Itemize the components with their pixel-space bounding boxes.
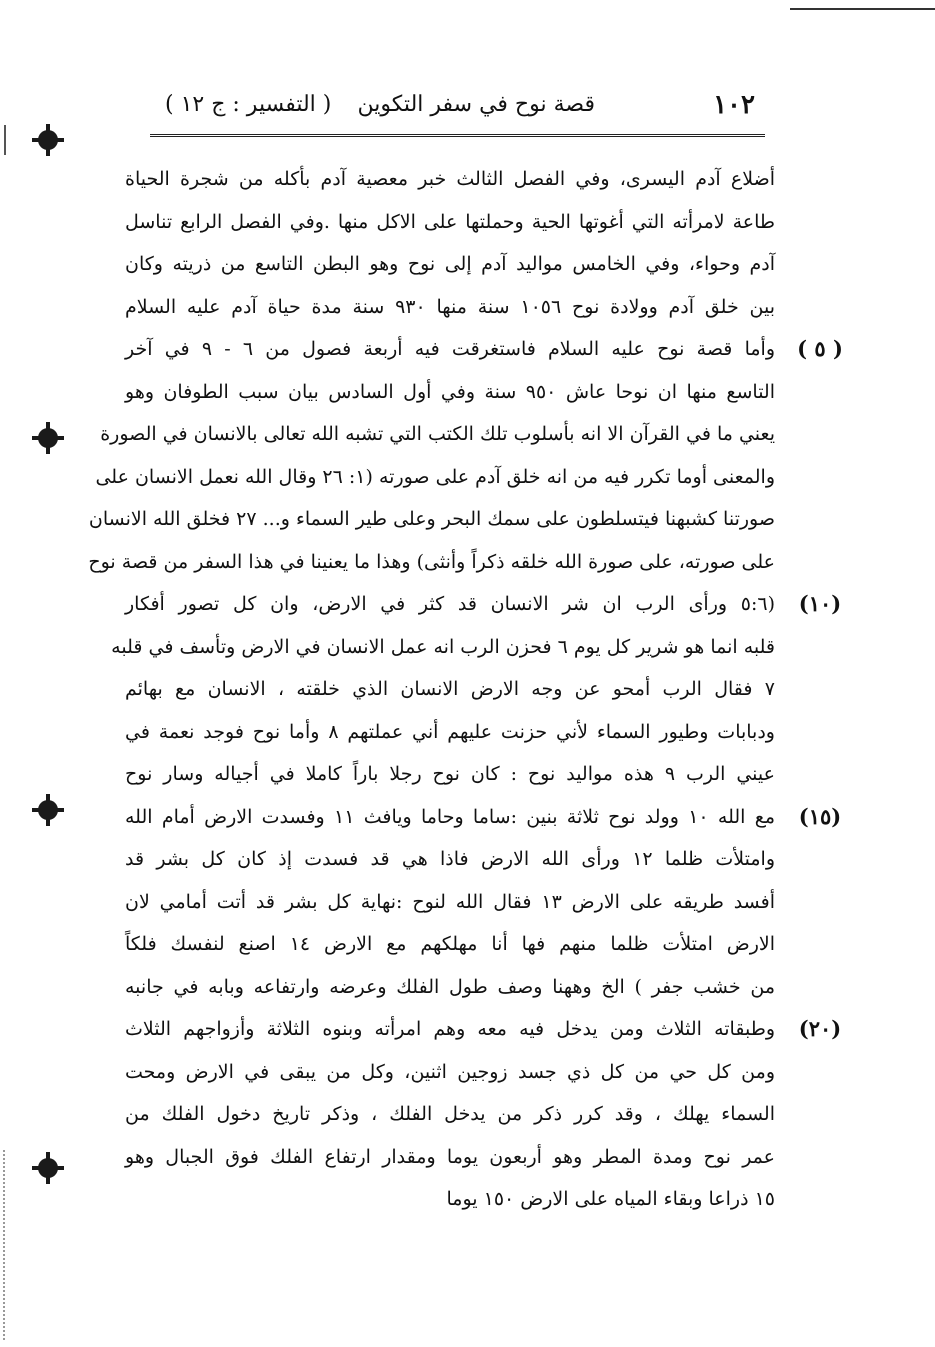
running-title: قصة نوح في سفر التكوين <box>357 92 595 117</box>
text-line: التاسع منها ان نوحا عاش ٩٥٠ سنة وفي أول السادس بيان سبب الطوفان وهو <box>125 380 775 403</box>
text-line: ودبابات وطيور السماء لأني حزنت عليهم أني عملتهم ٨ وأما نوح فوجد نعمة في <box>125 720 775 743</box>
text-line: السماء يهلك ، وقد كرر ذكر من يدخل الفلك ، وذكر تاريخ دخول الفلك من <box>125 1103 775 1125</box>
binding-hole-mark <box>38 800 58 820</box>
header-rule <box>150 134 765 137</box>
margin-line-number: (٢٠) <box>798 1016 842 1041</box>
text-line: صورتنا كشبهنا فيتسلطون على سمك البحر وعلى طير السماء و... ٢٧ فخلق الله الانسان <box>88 508 775 530</box>
margin-line-number: (١٠) <box>798 591 842 616</box>
margin-line-number: (١٥) <box>798 803 842 829</box>
text-line: على صورته، على صورة الله خلقه ذكراً وأنثى) وهذا ما يعنينا في هذا السفر من قصة نوح <box>88 550 775 573</box>
text-line: بين خلق آدم وولادة نوح ١٠٥٦ سنة منها ٩٣٠ سنة مدة حياة آدم عليه السلام <box>125 295 775 318</box>
text-line: وأما قصة نوح عليه السلام فاستغرقت فيه أربعة فصول من ٦ - ٩ في آخر <box>125 338 775 360</box>
text-line: وطبقاته الثلاث ومن يدخل فيه معه وهم امرأته وبنوه الثلاثة وأزواجهم الثلاث <box>125 1018 775 1040</box>
text-line: الارض امتلأت ظلما منهم فها أنا مهلكهم مع الارض ١٤ اصنع لنفسك فلكاً <box>125 933 775 955</box>
text-line: من خشب جفر ) الخ وههنا وصف طول الفلك وعرضه وارتفاعه وبابه في جانبه <box>125 975 775 998</box>
scan-edge-dots <box>3 1150 7 1340</box>
page-header <box>165 88 755 128</box>
margin-line-number: ( ٥ ) <box>797 336 843 361</box>
top-edge-rule <box>790 8 935 10</box>
text-line: عيني الرب ٩ هذه مواليد نوح : كان نوح رجلا باراً كاملا في أجياله وسار نوح <box>125 763 775 785</box>
text-line: عمر نوح ومدة المطر وهو أربعون يوما ومقدار ارتفاع الفلك فوق الجبال وهو <box>125 1145 775 1168</box>
text-line: ومن كل حي من كل ذي جسد زوجين اثنين، وكل من يبقى في الارض ومحت <box>125 1060 775 1083</box>
text-line: طاعة لامرأته التي أغوتها الحية وحملتها على الاكل منها .وفي الفصل الرابع تناسل <box>125 210 775 233</box>
text-line: والمعنى أوما تكرر فيه من انه خلق آدم على صورته (١: ٢٦ وقال الله نعمل الانسان على <box>95 465 775 488</box>
section-reference: ( التفسير : ج ١٢ ) <box>165 92 332 117</box>
text-line: مع الله ١٠ وولد نوح ثلاثة بنين :ساما وحاما ويافث ١١ وفسدت الارض أمام الله <box>125 805 775 828</box>
text-line: آدم وحواء، وفي الخامس مواليد آدم إلى نوح وهو البطن التاسع من ذريته وكان <box>125 253 775 275</box>
text-line: (٥:٦ ورأى الرب ان شر الانسان قد كثر في الارض، وان كل تصور أفكار <box>125 593 775 615</box>
binding-hole-mark <box>38 1158 58 1178</box>
body-text <box>88 158 776 1221</box>
binding-hole-mark <box>38 428 58 448</box>
page-number: ١٠٢ <box>713 90 755 120</box>
text-line: قلبه انما هو شرير كل يوم ٦ فحزن الرب انه عمل الانسان في الارض وتأسف في قلبه <box>111 635 775 658</box>
text-line: ٧ فقال الرب أمحو عن وجه الارض الانسان الذي خلقته ، الانسان مع بهائم <box>125 678 775 700</box>
binding-hole-mark <box>38 130 58 150</box>
text-line: أفسد طريقه على الارض ١٣ فقال الله لنوح :نهاية كل بشر قد أتت أمامي لان <box>125 890 775 913</box>
text-line: ١٥ ذراعا وبقاء المياه على الارض ١٥٠ يوما <box>446 1188 775 1210</box>
text-line: وامتلأت ظلما ١٢ ورأى الله الارض فاذا هي قد فسدت إذ كان كل بشر قد <box>125 848 776 870</box>
scan-edge-mark <box>4 125 6 155</box>
text-line: أضلاع آدم اليسرى، وفي الفصل الثالث خبر معصية آدم بأكله من شجرة الحياة <box>125 168 775 190</box>
text-line: يعني ما في القرآن الا انه بأسلوب تلك الكتب التي تشبه الله تعالى بالانسان في الصورة <box>100 423 775 445</box>
